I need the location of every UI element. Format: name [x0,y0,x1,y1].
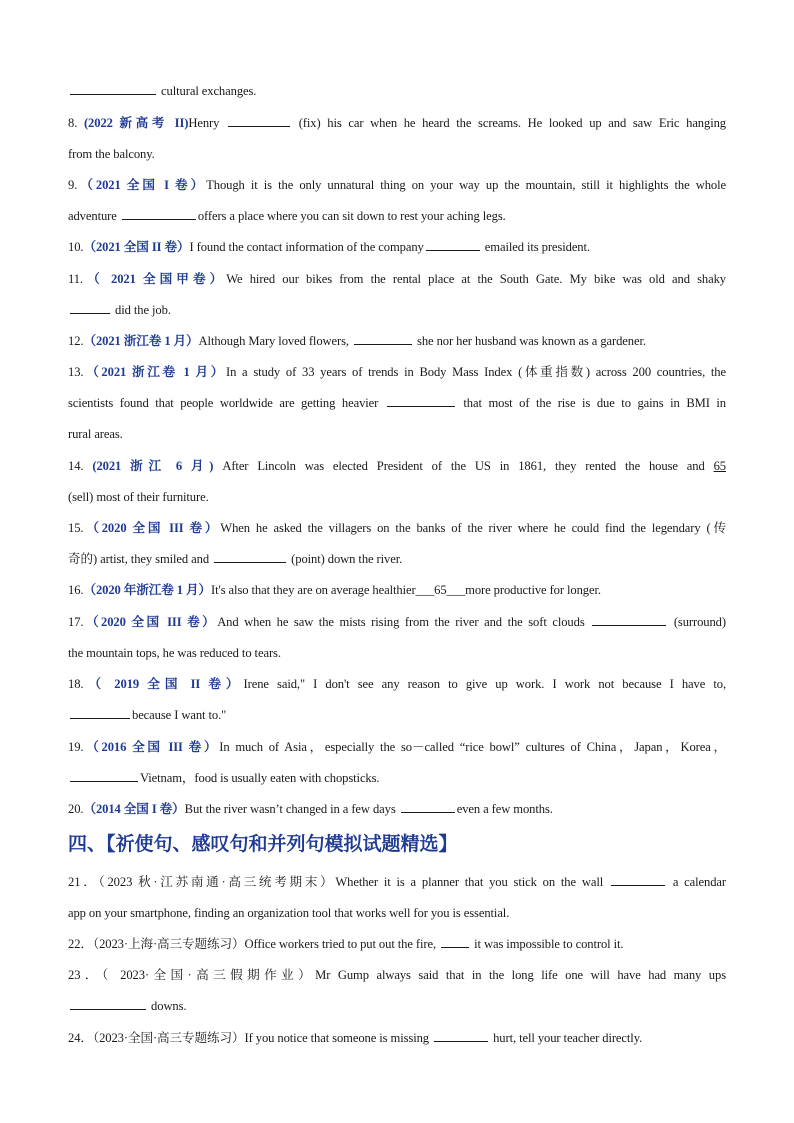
question-number: 19. [68,740,84,754]
question-number: 22． [68,937,93,951]
question-line [68,271,726,287]
question-number: 18. [68,677,84,691]
question-number: 13. [68,365,84,379]
question-text: scientists found that people worldwide are getting heavier [68,396,385,410]
answer-blank[interactable] [70,770,138,782]
answer-blank[interactable] [354,333,412,345]
question-text: In a study of 33 years of trends in Body Mass Index (体重指数) across 200 countries, the [225,365,726,379]
question-line [68,739,726,755]
question-line [68,208,726,224]
question-text: rural areas. [68,427,123,441]
question-text: Mr Gump always said that in the long life one will have had many ups [315,968,726,982]
question-text: (point) down the river. [288,552,403,566]
question-source: （ 2023·全国·高三假期作业） [101,968,316,982]
question-text: did the job. [112,303,171,317]
question-text: downs. [148,999,187,1013]
question-text: Although Mary loved flowers, [198,334,352,348]
question-text: because I want to." [132,708,227,722]
question-text: from the balcony. [68,147,155,161]
question-text: After Lincoln was elected President of the US in 1861, they rented the house and [213,459,714,473]
question-number: 11. [68,272,83,286]
question-line [68,645,726,661]
question-line [68,614,726,630]
answer-blank[interactable] [434,1030,488,1042]
question-text: she nor her husband was known as a gardener. [414,334,646,348]
question-line [68,146,726,162]
question-source: （2023·全国·高三专题练习） [92,1031,245,1045]
question-text: I found the contact information of the company [189,240,424,254]
question-line [68,333,726,349]
question-text: a calendar [666,875,726,889]
question-line [68,551,726,567]
question-source: (2021 浙江 6 月) [92,459,214,473]
question-text: app on your smartphone, finding an organization tool that works well for you is essential. [68,906,510,920]
question-source: （2021 全国 I 卷） [77,178,207,192]
question-text: that most of the rise is due to gains in BMI in [456,396,726,410]
question-line [68,395,726,411]
question-text: It's also that they are on average healthier___65___more productive for longer. [211,583,601,597]
question-source: （2014 全国 I 卷） [83,802,185,816]
answer-blank[interactable] [401,801,455,813]
answer-blank[interactable] [592,614,666,626]
answer-blank[interactable] [441,936,469,948]
question-line [68,936,726,952]
question-text: Though it is the only unnatural thing on your way up the mountain, still it highlights the whole [206,178,726,192]
question-source: （2021 全国 II 卷） [83,240,190,254]
question-text: And when he saw the mists rising from the river and the soft clouds [217,615,591,629]
question-number: 17. [68,615,84,629]
question-text: it was impossible to control it. [471,937,624,951]
question-line [68,1030,726,1046]
question-text: (sell) most of their furniture. [68,490,209,504]
question-line [68,676,726,692]
question-line [68,967,726,983]
question-number: 21． [68,875,99,889]
answer-blank[interactable] [228,115,290,127]
question-line [68,874,726,890]
question-line [68,239,726,255]
answer-blank[interactable] [122,208,196,220]
question-source: （ 2021 全国甲卷） [82,272,227,286]
question-text: But the river wasn’t changed in a few days [184,802,399,816]
question-line [68,302,726,318]
question-source: （2020 年浙江卷 1 月） [83,583,212,597]
question-source: （ 2019 全国 II 卷） [83,677,244,691]
question-source: (2022 新高考 II) [83,116,189,130]
answer-blank[interactable] [70,83,156,95]
question-source: （2023 秋·江苏南通·高三统考期末） [98,875,336,889]
question-text: If you notice that someone is missing [244,1031,433,1045]
question-line [68,426,726,442]
question-text: In much of Asia，especially the so－called “rice bowl” cultures of China，Japan，Korea， [219,740,726,754]
answer-blank[interactable] [387,395,455,407]
question-text: Whether it is a planner that you stick on the wall [335,875,609,889]
question-source: （2020 全国 III 卷） [83,615,218,629]
underlined-answer: 65 [713,459,726,473]
question-number: 23． [68,968,102,982]
question-source: （2023·上海·高三专题练习） [92,937,245,951]
question-text: (surround) [668,615,726,629]
question-line [68,582,726,598]
answer-blank[interactable] [426,239,480,251]
question-line [68,364,726,380]
question-line [68,177,726,193]
question-text: adventure [68,209,120,223]
question-text: When he asked the villagers on the banks of the river where he could find the legendary (传 [220,521,726,535]
section-title: 四、【祈使句、感叹句和并列句模拟试题精选】 [68,833,458,855]
question-number: 16. [68,583,84,597]
question-text: hurt, tell your teacher directly. [490,1031,643,1045]
answer-blank[interactable] [214,551,286,563]
question-line [68,489,726,505]
question-source: （2021 浙江卷 1 月） [83,365,226,379]
question-source: （2016 全国 III 卷） [83,740,220,754]
question-number: 10. [68,240,84,254]
question-number: 24． [68,1031,93,1045]
question-text: even a few months. [456,802,553,816]
question-text: (fix) his car when he heard the screams. He looked up and saw Eric hanging [292,116,726,130]
question-line [68,83,726,99]
answer-blank[interactable] [611,874,665,886]
question-text: Office workers tried to put out the fire, [244,937,440,951]
question-line [68,458,726,474]
question-line [68,707,726,723]
question-number: 15. [68,521,84,535]
question-text: Vietnam，food is usually eaten with chopsticks. [140,771,380,785]
question-text: the mountain tops, he was reduced to tears. [68,646,281,660]
question-text: offers a place where you can sit down to rest your aching legs. [197,209,506,223]
question-number: 12. [68,334,84,348]
question-line [68,998,726,1014]
question-text: Henry [188,116,227,130]
answer-blank[interactable] [70,302,110,314]
question-source: （2021 浙江卷 1 月） [83,334,199,348]
question-number: 20. [68,802,84,816]
question-number: 14. [68,459,93,473]
question-line [68,770,726,786]
question-number: 8. [68,116,84,130]
question-line [68,520,726,536]
question-text: emailed its president. [481,240,590,254]
question-text: cultural exchanges. [158,84,257,98]
question-text: Irene said," I don't see any reason to give up work. I work not because I have to, [243,677,726,691]
document-page [68,0,726,1123]
question-text: 奇的) artist, they smiled and [68,552,213,566]
question-line [68,801,726,817]
question-text: We hired our bikes from the rental place at the South Gate. My bike was old and shaky [226,272,726,286]
question-line [68,115,726,131]
answer-blank[interactable] [70,707,130,719]
question-line [68,905,726,921]
question-source: （2020 全国 III 卷） [83,521,221,535]
question-number: 9. [68,178,78,192]
answer-blank[interactable] [70,998,146,1010]
